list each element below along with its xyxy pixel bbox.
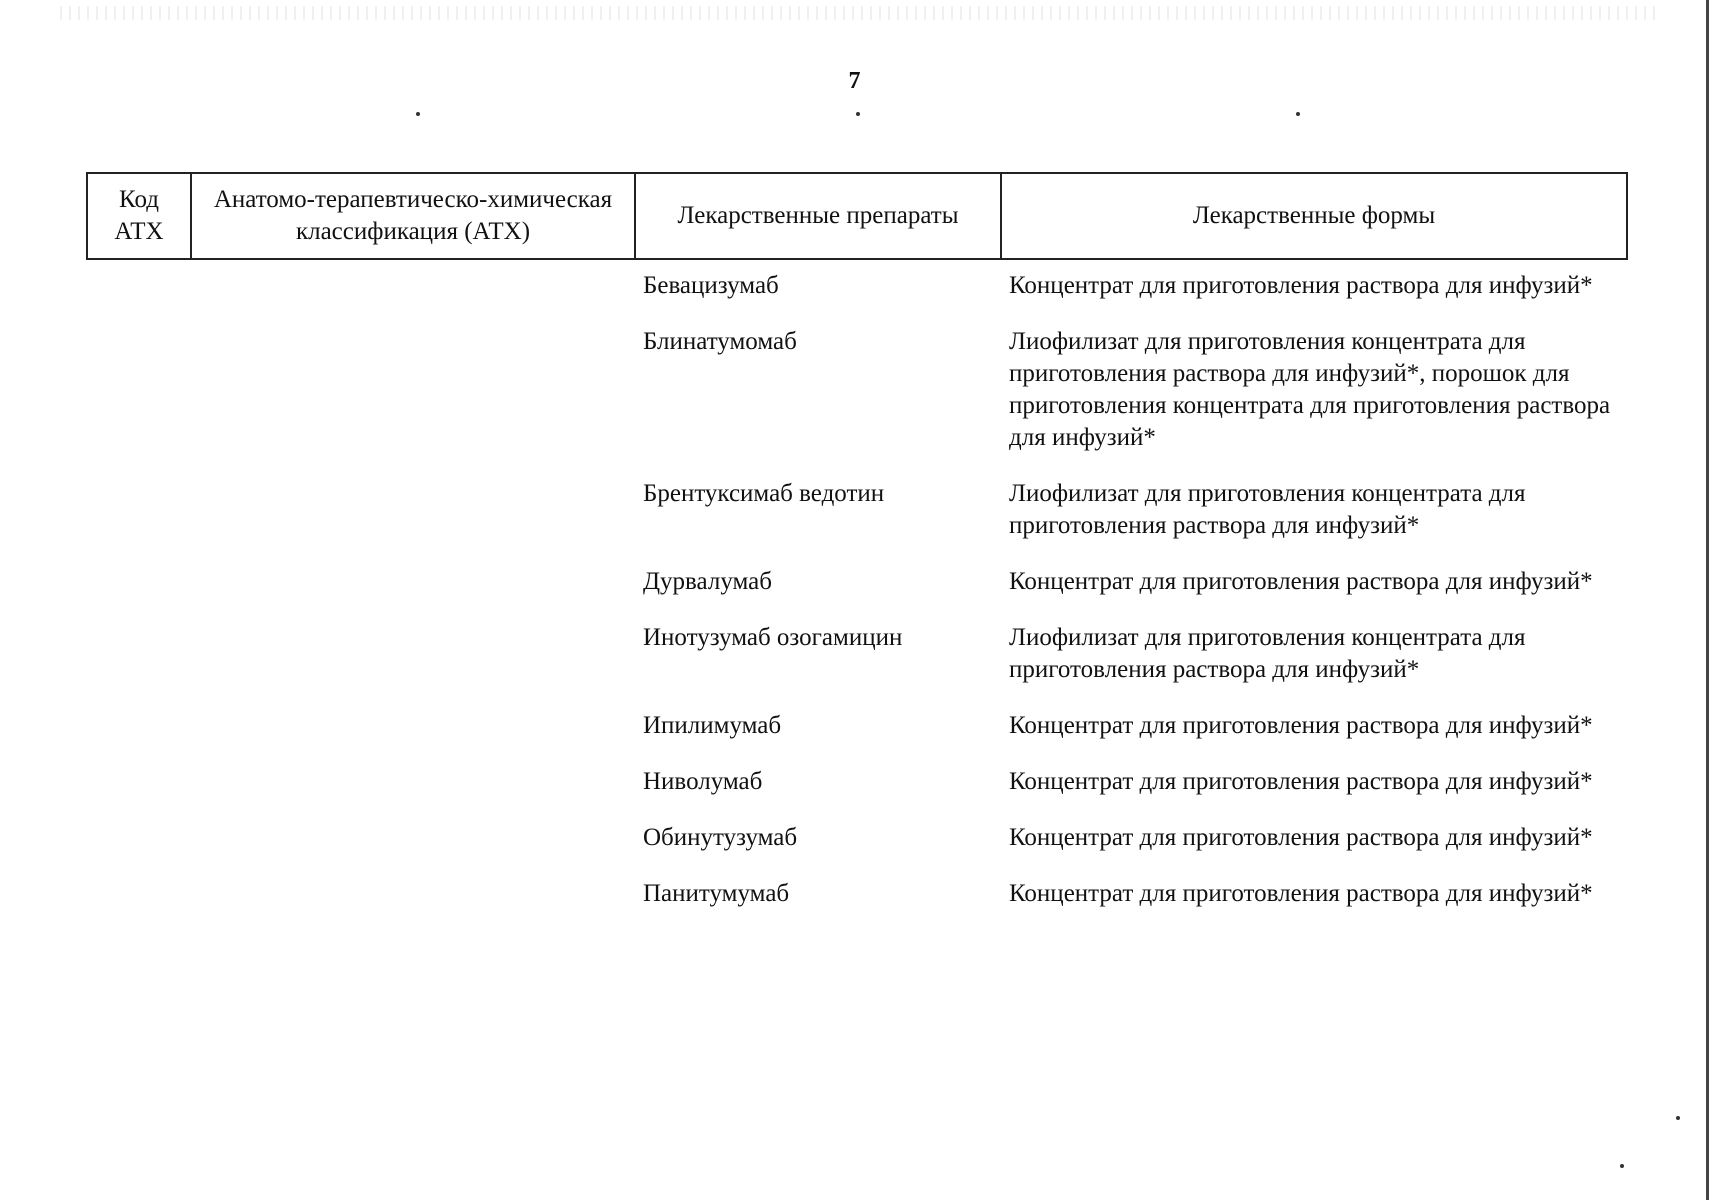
drug-name-cell: Брентуксимаб ведотин (643, 480, 885, 507)
code-cell (87, 812, 191, 868)
classification-cell (191, 700, 635, 756)
scan-dot (1296, 112, 1300, 116)
classification-cell (191, 556, 635, 612)
drug-name-cell: Инотузумаб озогамицин (643, 624, 903, 651)
dosage-form-cell: Концентрат для приготовления раствора для инфузий* (1009, 272, 1593, 299)
code-cell (87, 259, 191, 316)
scan-noise (60, 6, 1660, 20)
code-cell (87, 316, 191, 468)
table-row (87, 556, 1627, 612)
code-cell (87, 756, 191, 812)
classification-cell (191, 868, 635, 924)
classification-cell (191, 612, 635, 700)
drug-name-cell: Дурвалумаб (643, 568, 772, 595)
scan-dot (1620, 1164, 1624, 1168)
dosage-form-cell: Концентрат для приготовления раствора для инфузий* (1009, 712, 1593, 739)
dosage-form-cell: Лиофилизат для приготовления концентрата для приготовления раствора для инфузий* (1009, 480, 1526, 539)
table-row (87, 612, 1627, 700)
drug-name-cell: Панитумумаб (643, 880, 790, 907)
drug-name-cell: Бевацизумаб (643, 272, 779, 299)
scan-dot (1676, 1116, 1680, 1120)
dosage-form-cell: Лиофилизат для приготовления концентрата для приготовления раствора для инфузий*, порошок для приготовления концентрата для приготовления раствора для инфузий* (1009, 328, 1611, 451)
page-number: 7 (848, 68, 861, 94)
code-cell (87, 700, 191, 756)
header-drugs: Лекарственные препараты (635, 173, 1001, 259)
code-cell (87, 612, 191, 700)
dosage-form-cell: Концентрат для приготовления раствора для инфузий* (1009, 824, 1593, 851)
classification-cell (191, 468, 635, 556)
code-cell (87, 468, 191, 556)
table-row (87, 700, 1627, 756)
scan-dot (416, 112, 420, 116)
table-row (87, 812, 1627, 868)
dosage-form-cell: Концентрат для приготовления раствора для инфузий* (1009, 568, 1593, 595)
header-forms: Лекарственные формы (1001, 173, 1627, 259)
dosage-form-cell: Лиофилизат для приготовления концентрата для приготовления раствора для инфузий* (1009, 624, 1526, 683)
classification-cell (191, 812, 635, 868)
scan-dot (856, 112, 860, 116)
dosage-form-cell: Концентрат для приготовления раствора для инфузий* (1009, 768, 1593, 795)
atc-table (86, 172, 1628, 924)
drug-name-cell: Обинутузумаб (643, 824, 798, 851)
drug-name-cell: Блинатумомаб (643, 328, 797, 355)
dosage-form-cell: Концентрат для приготовления раствора для инфузий* (1009, 880, 1593, 907)
header-code: Код АТХ (87, 173, 191, 259)
table-row (87, 756, 1627, 812)
classification-cell (191, 259, 635, 316)
table-header-row (87, 173, 1627, 259)
table-row (87, 868, 1627, 924)
drug-name-cell: Ипилимумаб (643, 712, 782, 739)
classification-cell (191, 316, 635, 468)
code-cell (87, 868, 191, 924)
table-row (87, 468, 1627, 556)
drug-name-cell: Ниволумаб (643, 768, 763, 795)
table-row (87, 316, 1627, 468)
header-classification: Анатомо-терапевтическо-химическая классификация (АТХ) (191, 173, 635, 259)
code-cell (87, 556, 191, 612)
classification-cell (191, 756, 635, 812)
table-row (87, 259, 1627, 316)
